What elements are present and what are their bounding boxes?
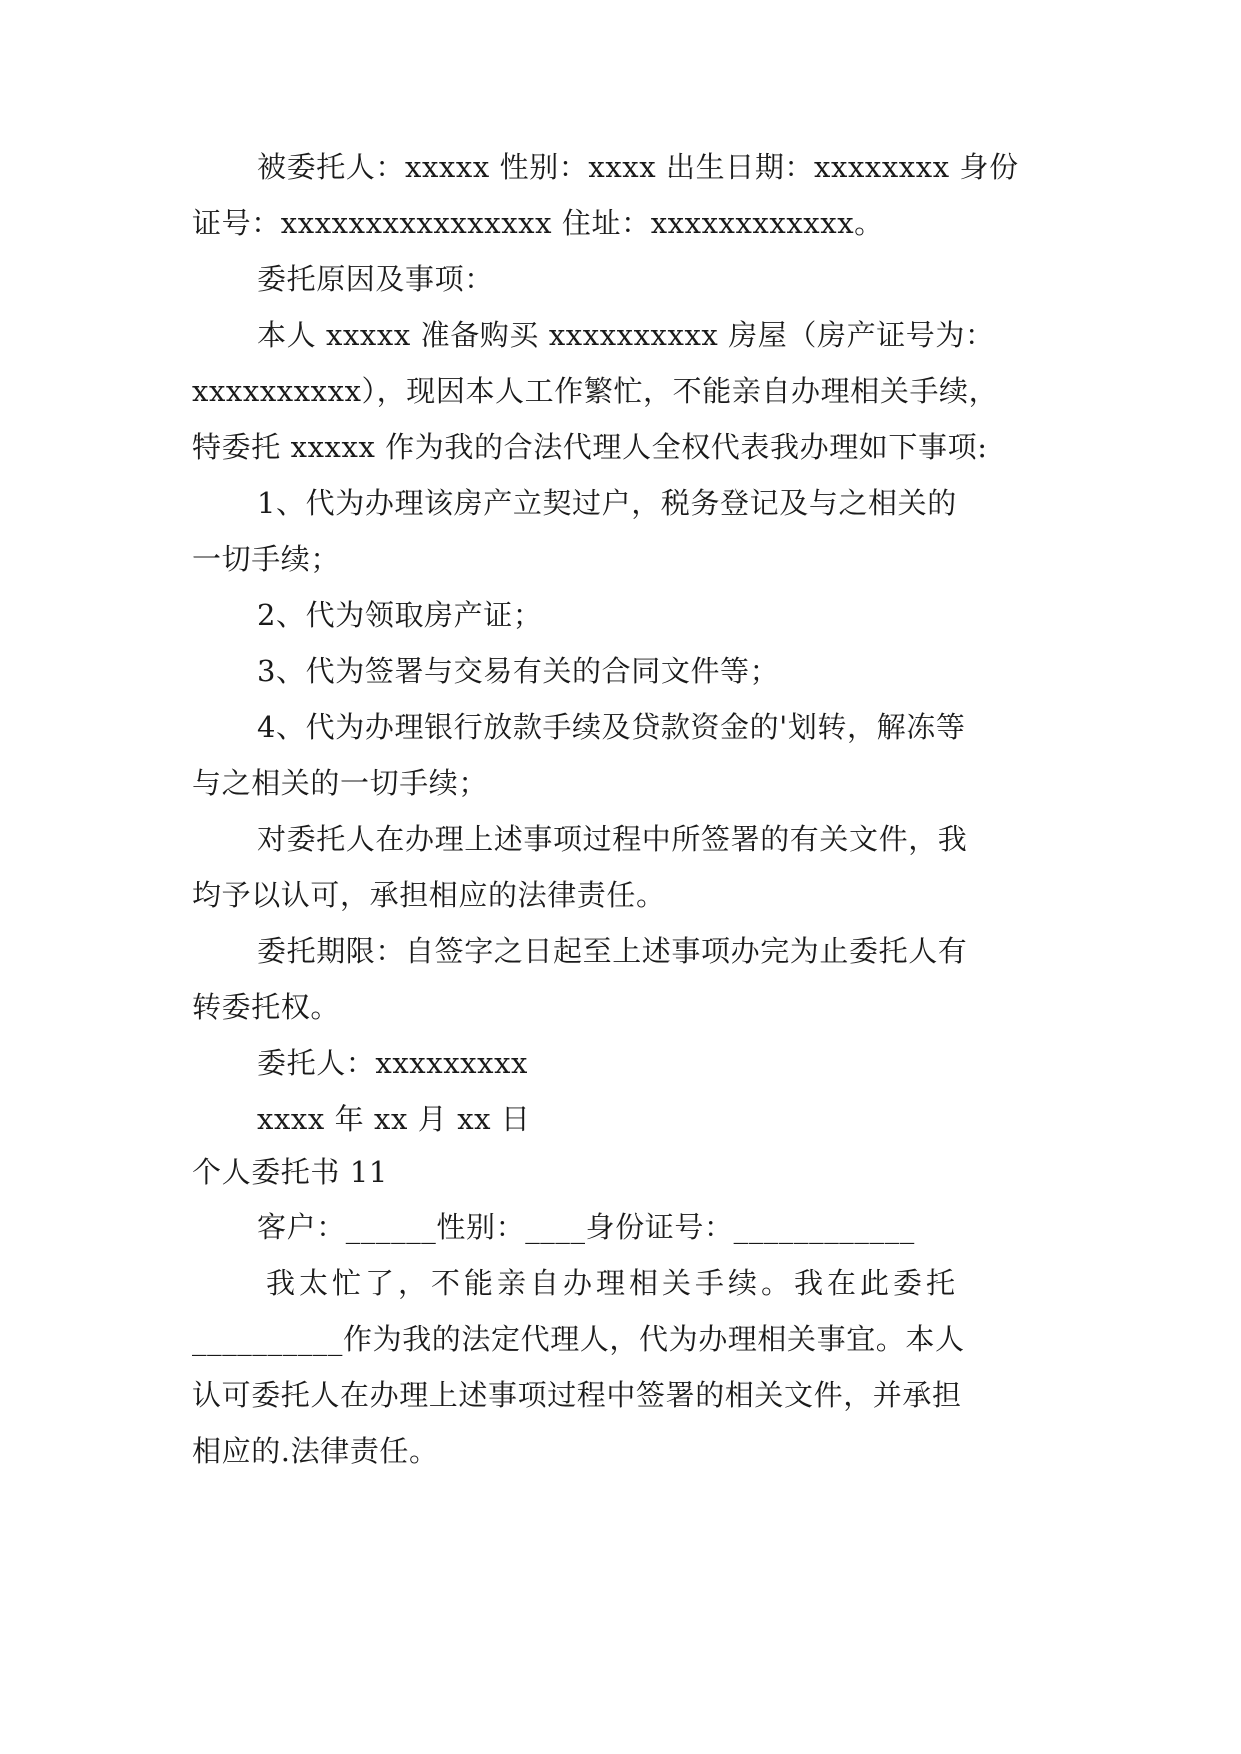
text-line: 一切手续； — [192, 542, 341, 576]
text-line: 对委托人在办理上述事项过程中所签署的有关文件，我 — [257, 822, 968, 856]
text-line: 认可委托人在办理上述事项过程中签署的相关文件，并承担 — [192, 1378, 962, 1412]
text-line: 均予以认可，承担相应的法律责任。 — [192, 878, 666, 912]
text-line: 3、代为签署与交易有关的合同文件等； — [257, 654, 780, 688]
text-line: 客户：______性别：____身份证号：____________ — [257, 1210, 915, 1244]
text-line: 特委托 xxxxx 作为我的合法代理人全权代表我办理如下事项: — [192, 430, 988, 464]
text-line: xxxxxxxxxx），现因本人工作繁忙，不能亲自办理相关手续， — [192, 374, 999, 408]
text-line: 委托原因及事项： — [257, 262, 494, 296]
text-line: 我太忙了，不能亲自办理相关手续。我在此委托 — [266, 1266, 960, 1300]
section-heading: 个人委托书 11 — [192, 1155, 388, 1189]
text-line: 本人 xxxxx 准备购买 xxxxxxxxxx 房屋（房产证号为： — [257, 318, 995, 352]
text-line: 委托人：xxxxxxxxx — [257, 1046, 528, 1080]
text-line: 1、代为办理该房产立契过户，税务登记及与之相关的 — [257, 486, 957, 520]
text-line: __________作为我的法定代理人，代为办理相关事宜。本人 — [192, 1322, 965, 1356]
text-line: 与之相关的一切手续； — [192, 766, 489, 800]
text-line: 被委托人：xxxxx 性别：xxxx 出生日期：xxxxxxxx 身份 — [257, 150, 1019, 184]
text-line: 转委托权。 — [192, 990, 341, 1024]
text-line: 2、代为领取房产证； — [257, 598, 543, 632]
text-line: 4、代为办理银行放款手续及贷款资金的'划转，解冻等 — [257, 710, 966, 744]
text-line: 委托期限：自签字之日起至上述事项办完为止委托人有 — [257, 934, 968, 968]
text-line: 证号：xxxxxxxxxxxxxxxx 住址：xxxxxxxxxxxx。 — [192, 206, 884, 240]
text-line: 相应的.法律责任。 — [192, 1434, 439, 1468]
text-line: xxxx 年 xx 月 xx 日 — [257, 1102, 531, 1136]
